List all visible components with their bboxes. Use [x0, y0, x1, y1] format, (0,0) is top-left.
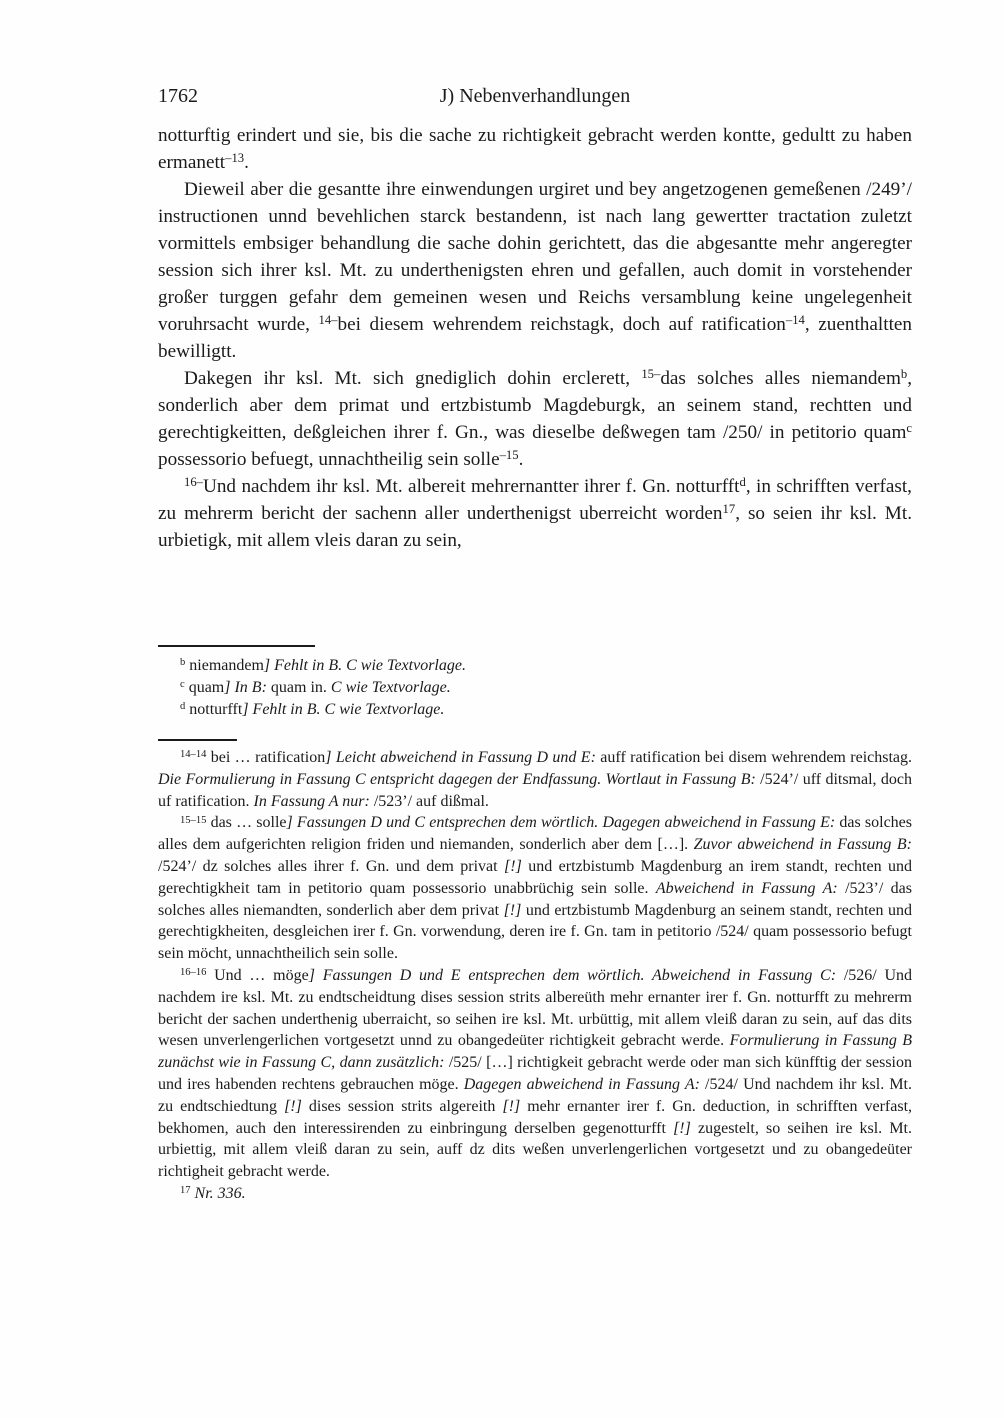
superscript-note-ref: 17 [180, 1185, 191, 1197]
text-run: und ertzbistumb Magdenburg an irem standt, rechten und gerechtigkheit tam in petitorio quam possessorio unabbrüchig sein solle. [158, 857, 912, 897]
text-run: Dagegen abweichend in Fassung A: [463, 1075, 706, 1093]
superscript-note-ref: 14–14 [180, 749, 207, 761]
footnote [158, 965, 912, 1183]
text-run: ] Fehlt in B. C wie Textvorlage. [263, 657, 466, 674]
critical-apparatus [158, 645, 912, 721]
text-run: . [244, 152, 249, 173]
superscript-note-ref: 16– [184, 475, 203, 490]
text-run: bei diesem wehrendem reichstagk, doch auf ratification [337, 314, 786, 335]
text-run: . [518, 449, 524, 470]
paragraph [158, 365, 912, 473]
superscript-note-ref: 14– [318, 313, 338, 328]
text-run: /526/ Und nachdem ire ksl. Mt. zu endtscheidtung dises session strits albereüth mehr ernanter irer f. Gn. notturfft zu mehrerm bericht der sachen underthenig uberraicht, so seihen ire ksl. Mt. urbüttig, mit allem vleiß daran zu sein, auf das dits wesen unverlengerlichen vortgesetzt unnd zu obangedeüter richtigkeit gebracht werde. [158, 966, 913, 1050]
text-run: bei … ratification [206, 749, 326, 766]
text-run: ] Fassungen D und E entsprechen dem wörtlich. Abweichend in Fassung C: [308, 966, 844, 984]
superscript-note-ref: –13 [225, 151, 245, 166]
text-run: das solches alles niemandem [660, 368, 901, 389]
text-run: ] Fassungen D und C entsprechen dem wörtlich. Dagegen abweichend in Fassung E: [286, 814, 840, 832]
superscript-note-ref: c [180, 679, 185, 691]
superscript-note-ref: –14 [785, 313, 805, 328]
text-run: ] Leicht abweichend in Fassung D und E: [325, 749, 601, 766]
superscript-note-ref: 16–16 [180, 967, 207, 979]
superscript-note-ref: c [906, 421, 912, 436]
text-run: quam [184, 679, 225, 696]
text-run: [!] [673, 1119, 691, 1137]
text-run: und ertzbistumb Magdenburg an seinem standt, rechten und gerechtigkheiten, desgleichen irer f. Gn. vorwendung, deren ire f. Gn. tam in petitorio /524/ quam possessorio befugt sein möcht, unnachtheilich sein solle. [158, 901, 913, 963]
superscript-note-ref: d [739, 475, 746, 490]
superscript-note-ref: d [180, 701, 186, 713]
text-run: das solches alles dem aufgerichten religion friden und niemanden, sonderlich aber dem […]. [158, 814, 913, 854]
text-run: Nr. 336. [190, 1184, 246, 1202]
text-run: possessorio befuegt, unnachtheilig sein solle [158, 449, 500, 470]
text-run: quam in. [270, 679, 331, 696]
text-run: notturftig erindert und sie, bis die sache zu richtigkeit gebracht werden kontte, gedultt zu haben ermanett [158, 125, 912, 173]
text-run: [!] [504, 857, 522, 875]
apparatus-separator-rule [158, 645, 315, 647]
running-title: J) Nebenverhandlungen [439, 85, 631, 107]
text-run: Dakegen ihr ksl. Mt. sich gnediglich dohin erclerett, [184, 368, 642, 389]
superscript-note-ref: 15–15 [180, 814, 207, 826]
superscript-note-ref: 17 [722, 502, 736, 517]
paragraph-continuation [158, 122, 912, 176]
text-run: , sonderlich aber dem primat und ertzbistumb Magdeburgk, an seinem stand, rechtten und gerechtigkeitten, deßgleichen ihrer f. Gn., was dieselbe deßwegen tam /250/ in petitorio quam [158, 368, 912, 443]
text-run: niemandem [185, 657, 264, 674]
text-run: zugestelt, so seihen ire ksl. Mt. urbiettig, mit allem vleiß daran zu sein, auff dz dits weßen unverlengerlichen vortgesetzt und zu obangedeüter richtigheit gebracht werde. [158, 1119, 913, 1181]
text-run: mehr ernanter irer f. Gn. deduction, in schrifften verfast, bekhomen, auch den interessirenden zu einbringung derselben gegenotturfft [158, 1097, 913, 1137]
text-run: , so seien ihr ksl. Mt. urbietigk, mit allem vleis daran zu sein, [158, 503, 912, 551]
text-run: auff ratification bei disem wehrendem reichstag. [600, 749, 913, 766]
text-run: , in schrifften verfast, zu mehrerm bericht der sachenn aller underthenigst uberreicht worden [158, 476, 912, 524]
superscript-note-ref: b [900, 367, 908, 382]
text-run: C wie Textvorlage. [330, 679, 451, 696]
text-run: Formulierung in Fassung B zunächst wie in Fassung C, dann zusätzlich: [158, 1032, 913, 1072]
text-run: , zuenthaltten bewilligtt. [158, 314, 913, 362]
main-text [158, 122, 912, 554]
page-number: 1762 [158, 85, 198, 107]
superscript-note-ref: –15 [499, 448, 519, 463]
text-run: ] Fehlt in B. C wie Textvorlage. [242, 701, 445, 718]
text-run: notturfft [185, 701, 243, 718]
text-run: ] In B: [224, 679, 271, 696]
text-run: Und … möge [206, 966, 309, 984]
running-header [158, 84, 912, 110]
text-run: [!] [284, 1097, 302, 1115]
paragraph [158, 473, 912, 554]
text-run: /523’/ das solches alles niemandten, sonderlich aber dem privat [158, 879, 913, 919]
paragraph [158, 176, 912, 365]
text-run: /524’/ uff ditsmal, doch uf ratification. [158, 770, 913, 810]
text-run: In Fassung A nur: [253, 792, 374, 810]
text-run: [!] [502, 1097, 521, 1115]
text-run: Zuvor abweichend in Fassung B: [693, 836, 912, 854]
footnote [158, 1183, 912, 1205]
footnote [158, 747, 912, 812]
text-run: das … solle [206, 814, 287, 832]
text-run: [!] [503, 901, 522, 919]
superscript-note-ref: b [180, 657, 186, 669]
footnote-separator-rule [158, 739, 237, 741]
text-run: Dieweil aber die gesantte ihre einwendungen urgiret und bey angetzogenen gemeßenen /249’/ instructionen unnd bevehlichen starck bestandenn, ist nach lang gewertter tractation zuletzt vormittels embsiger behandlung die sache dohin gerichtett, das die abgesantte mehr angeregter session sich ihrer ksl. Mt. zu underthenigsten ehren und gefallen, auch domit in vorstehender großer turggen gefahr dem gemeinen wesen und Reichs versamblung keine ungelegenheit voruhrsacht wurde, [158, 179, 912, 335]
text-run: Abweichend in Fassung A: [655, 879, 846, 897]
text-run: /524’/ dz solches alles ihrer f. Gn. und dem privat [158, 857, 505, 875]
text-run: dises session strits algereith [301, 1097, 503, 1115]
text-run: /524/ Und nachdem ihr ksl. Mt. zu endtschiedtung [158, 1075, 912, 1115]
text-run: /525/ […] richtigkeit gebracht werde oder man sich künfftig der session und ires habenden rechtens gebrauchen möge. [158, 1054, 912, 1093]
apparatus-note [158, 655, 912, 677]
footnotes-section [158, 739, 912, 1205]
superscript-note-ref: 15– [641, 367, 661, 382]
text-run: Die Formulierung in Fassung C entspricht dagegen der Endfassung. Wortlaut in Fassung B: [158, 770, 761, 788]
apparatus-note [158, 699, 912, 721]
text-run: Und nachdem ihr ksl. Mt. albereit mehrernantter ihrer f. Gn. notturfft [202, 476, 740, 497]
text-run: /523’/ auf dißmal. [373, 792, 489, 810]
apparatus-note [158, 677, 912, 699]
footnote [158, 812, 912, 965]
